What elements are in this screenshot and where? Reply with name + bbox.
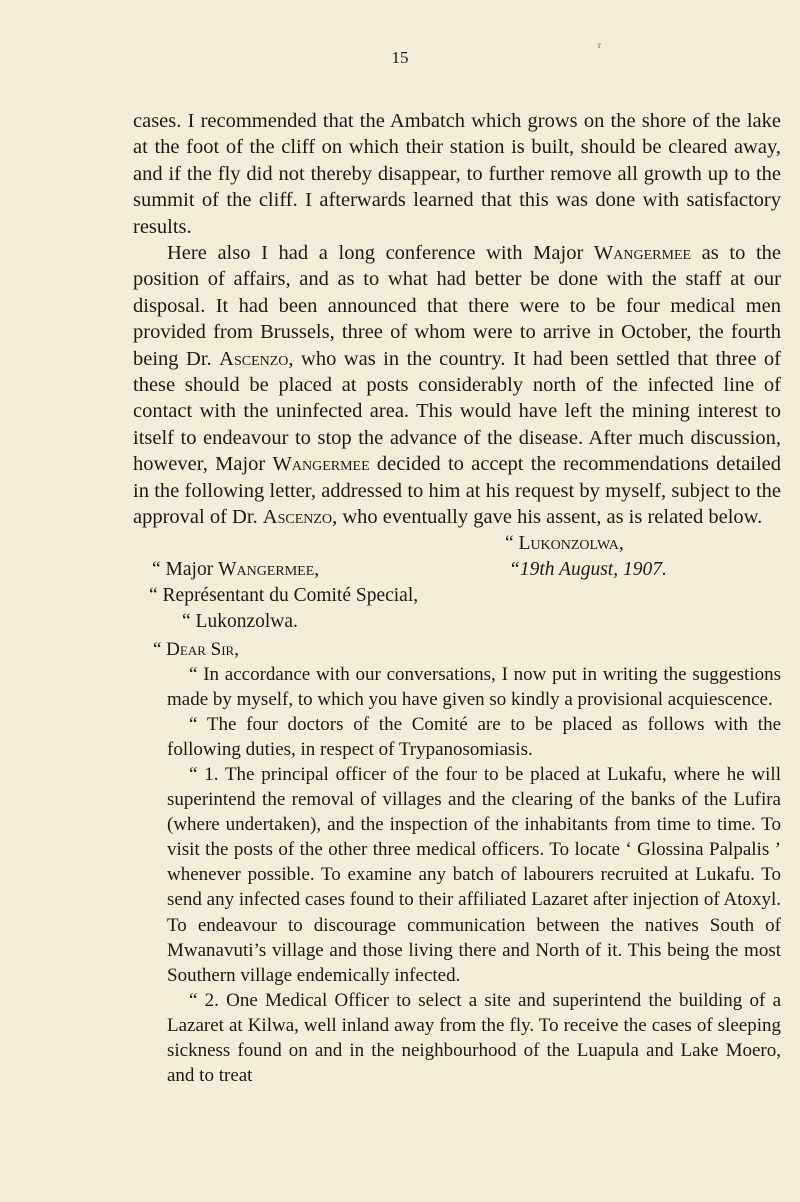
page-number: 15	[391, 48, 409, 67]
letter-addressee: “ Major Wangermee,	[152, 558, 320, 580]
stray-ink-mark: r	[598, 40, 601, 50]
letter-paragraph-2: “ The four doctors of the Comité are to be placed as follows with the following duties, in respect of Trypanosomiasis.	[167, 713, 781, 760]
letter-salutation: “ Dear Sir,	[153, 638, 239, 660]
paragraph-conference: Here also I had a long conference with Major Wangermee as to the position of affairs, and as to what had better be done with the staff at our disposal. It had been announced that there were to be four medical men provided from Brussels, three of whom were to arrive in October, the fourth being Dr. Ascenzo, who was in the country. It had been settled that three of these should be placed at posts considerably north of the infected line of contact with the uninfected area. This would have left the mining interest to itself to endeavour to stop the advance of the disease. After much discussion, however, Major Wangermee decided to accept the recommendations detailed in the following letter, addressed to him at his request by myself, subject to the approval of Dr. Ascenzo, who eventually gave his assent, as is related below.	[133, 242, 781, 529]
letter-addressee-title: “ Représentant du Comité Special,	[149, 584, 419, 606]
name-ascenzo: Ascenzo	[262, 506, 333, 529]
letter-heading	[133, 531, 781, 637]
letter-paragraph-3: “ 1. The principal officer of the four to be placed at Lukafu, where he will superintend the removal of villages and the clearing of the banks of the Lufira (where undertaken), and the inspection of the inhabitants from time to time. To visit the posts of the other three medical officers. To locate ‘ Glossina Palpalis ’ whenever possible. To examine any batch of labourers recruited at Lukafu. To send any infected cases found to their affiliated Lazaret after injection of Atoxyl. To endeavour to discourage communication between the natives South of Mwanavuti’s village and those living there and North of it. This being the most Southern village endemically infected.	[167, 763, 781, 986]
name-ascenzo: Ascenzo	[219, 347, 289, 370]
paragraph-cases: cases. I recommended that the Ambatch which grows on the shore of the lake at the foot of the cliff on which their station is built, should be cleared away, and if the fly did not thereby disappear, to further remove all growth up to the summit of the cliff. I afterwards learned that this was done with satisfactory results.	[133, 110, 781, 238]
page-body	[133, 108, 781, 1088]
name-wangermee: Wangermee	[593, 242, 692, 265]
letter-paragraph-1: “ In accordance with our conversations, I now put in writing the suggestions made by myself, to which you have given so kindly a provisional acquiescence.	[167, 663, 781, 710]
letter-paragraph-4: “ 2. One Medical Officer to select a site and superintend the building of a Lazaret at Kilwa, well inland away from the fly. To receive the cases of sleeping sickness found on and in the neighbourhood of the Luapula and Lake Moero, and to treat	[167, 989, 781, 1087]
letter-addressee-place: “ Lukonzolwa.	[182, 610, 298, 632]
name-wangermee: Wangermee	[272, 453, 370, 476]
letter-body	[133, 637, 781, 1089]
letter-date: “19th August, 1907.	[509, 558, 667, 580]
letter-place: “ Lukonzolwa,	[505, 532, 624, 554]
